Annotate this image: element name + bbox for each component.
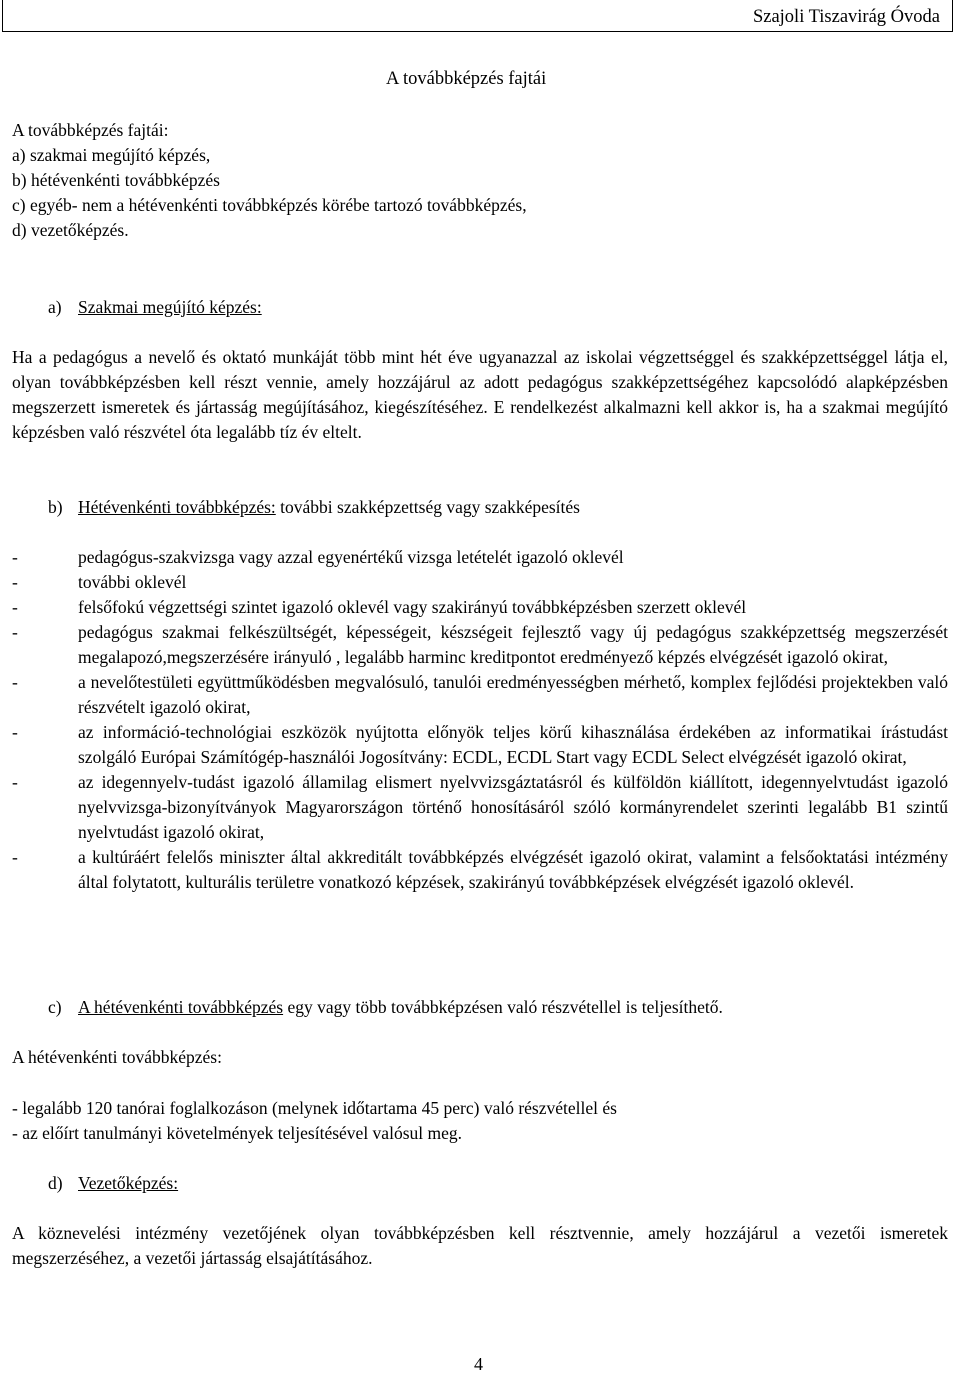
list-item-text: pedagógus szakmai felkészültségét, képességeit, készségeit fejlesztő vagy új pedagógus szakképzettség megszerzését megalapozó,megszerzésére irányuló , legalább harminc kreditpontot eredményező képzés elvégzését igazoló okirat, [78, 622, 948, 667]
list-item [12, 545, 948, 570]
section-b-title: Hétévenkénti továbbképzés: [78, 497, 276, 517]
section-c-title-rest: egy vagy több továbbképzésen való részvétellel is teljesíthető. [283, 997, 723, 1017]
list-item [12, 595, 948, 620]
section-c-list [12, 1096, 948, 1146]
list-item [12, 845, 948, 895]
section-d-heading [12, 1171, 948, 1196]
list-item-text: pedagógus-szakvizsga vagy azzal egyenértékű vizsga letételét igazoló oklevél [78, 547, 624, 567]
intro-item: b) hétévenkénti továbbképzés [12, 170, 220, 190]
list-item [12, 570, 948, 595]
list-item [12, 670, 948, 720]
section-c-heading [12, 995, 948, 1020]
section-c-subheading: A hétévenkénti továbbképzés: [12, 1047, 222, 1067]
section-a-title: Szakmai megújító képzés: [78, 297, 262, 317]
header-school-name: Szajoli Tiszavirág Óvoda [752, 7, 940, 27]
list-item-text: felsőfokú végzettségi szintet igazoló oklevél vagy szakirányú továbbképzésben szerzett oklevél [78, 597, 747, 617]
section-b-title-rest: további szakképzettség vagy szakképesítés [275, 497, 580, 517]
bullet-dash: - [12, 622, 18, 642]
section-label: c) [48, 997, 62, 1017]
list-item [12, 620, 948, 670]
intro-item: c) egyéb- nem a hétévenkénti továbbképzés körébe tartozó továbbképzés, [12, 195, 527, 215]
bullet-dash: - [12, 722, 18, 742]
list-item [12, 770, 948, 845]
intro-list [12, 118, 948, 243]
bullet-dash: - [12, 597, 18, 617]
page-title: A továbbképzés fajtái [386, 69, 547, 89]
section-d-title: Vezetőképzés: [78, 1173, 179, 1193]
bullet-dash: - [12, 847, 18, 867]
bullet-dash: - [12, 572, 18, 592]
section-b-heading [12, 495, 948, 520]
intro-heading: A továbbképzés fajtái: [12, 120, 169, 140]
list-item [12, 720, 948, 770]
page-header [2, 0, 953, 32]
list-item: - legalább 120 tanórai foglalkozáson (melynek időtartama 45 perc) való részvétellel és [12, 1098, 617, 1118]
bullet-dash: - [12, 672, 18, 692]
bullet-dash: - [12, 772, 18, 792]
bullet-dash: - [12, 547, 18, 567]
list-item-text: az információ-technológiai eszközök nyújtotta előnyök teljes körű kihasználása érdekében az informatikai írástudást szolgáló Európai Számítógép-használói Jogosítvány: ECDL, ECDL Start vagy ECDL Select elvégzését igazoló okirat, [78, 722, 948, 767]
list-item-text: a nevelőtestületi együttműködésben megvalósuló, tanulói eredményességben mérhető, komplex fejlődési projektekben való részvételt igazoló okirat, [78, 672, 948, 717]
list-item-text: a kultúráért felelős miniszter által akkreditált továbbképzés elvégzését igazoló okirat, valamint a felsőoktatási intézmény által folytatott, kulturális területre vonatkozó képzések, szakirányú továbbképzések elvégzését igazoló oklevél. [78, 847, 948, 892]
page-number: 4 [474, 1354, 483, 1374]
section-label: d) [48, 1173, 63, 1193]
section-a-paragraph: Ha a pedagógus a nevelő és oktató munkáját több mint hét éve ugyanazzal az iskolai végzettséggel és szakképzettséggel látja el, olyan továbbképzésben kell részt vennie, amely hozzájárul az adott pedagógus szakképzettségéhez kapcsolódó alapképzésben megszerzett ismeretek és jártasság megújításához, kiegészítéséhez. E rendelkezést alkalmazni kell akkor is, ha a szakmai megújító képzésben való részvétel óta legalább tíz év eltelt. [12, 347, 948, 442]
list-item-text: további oklevél [78, 572, 187, 592]
section-label: a) [48, 297, 62, 317]
section-label: b) [48, 497, 63, 517]
list-item-text: az idegennyelv-tudást igazoló államilag elismert nyelvvizsgáztatásról és külföldön kiállított, idegennyelvtudást igazoló nyelvvizsga-bizonyítványok Magyarországon történő honosításáról szóló kormányrendelet szerinti legalább B1 szintű nyelvtudást igazoló okirat, [78, 772, 948, 842]
intro-item: a) szakmai megújító képzés, [12, 145, 211, 165]
intro-item: d) vezetőképzés. [12, 220, 129, 240]
section-c-title: A hétévenkénti továbbképzés [78, 997, 284, 1017]
section-a-heading [12, 295, 948, 320]
list-item: - az előírt tanulmányi követelmények teljesítésével valósul meg. [12, 1123, 462, 1143]
section-d-paragraph: A köznevelési intézmény vezetőjének olyan továbbképzésben kell résztvennie, amely hozzájárul a vezetői ismeretek megszerzéséhez, a vezetői jártasság elsajátításához. [12, 1223, 948, 1268]
section-b-list [12, 545, 948, 895]
